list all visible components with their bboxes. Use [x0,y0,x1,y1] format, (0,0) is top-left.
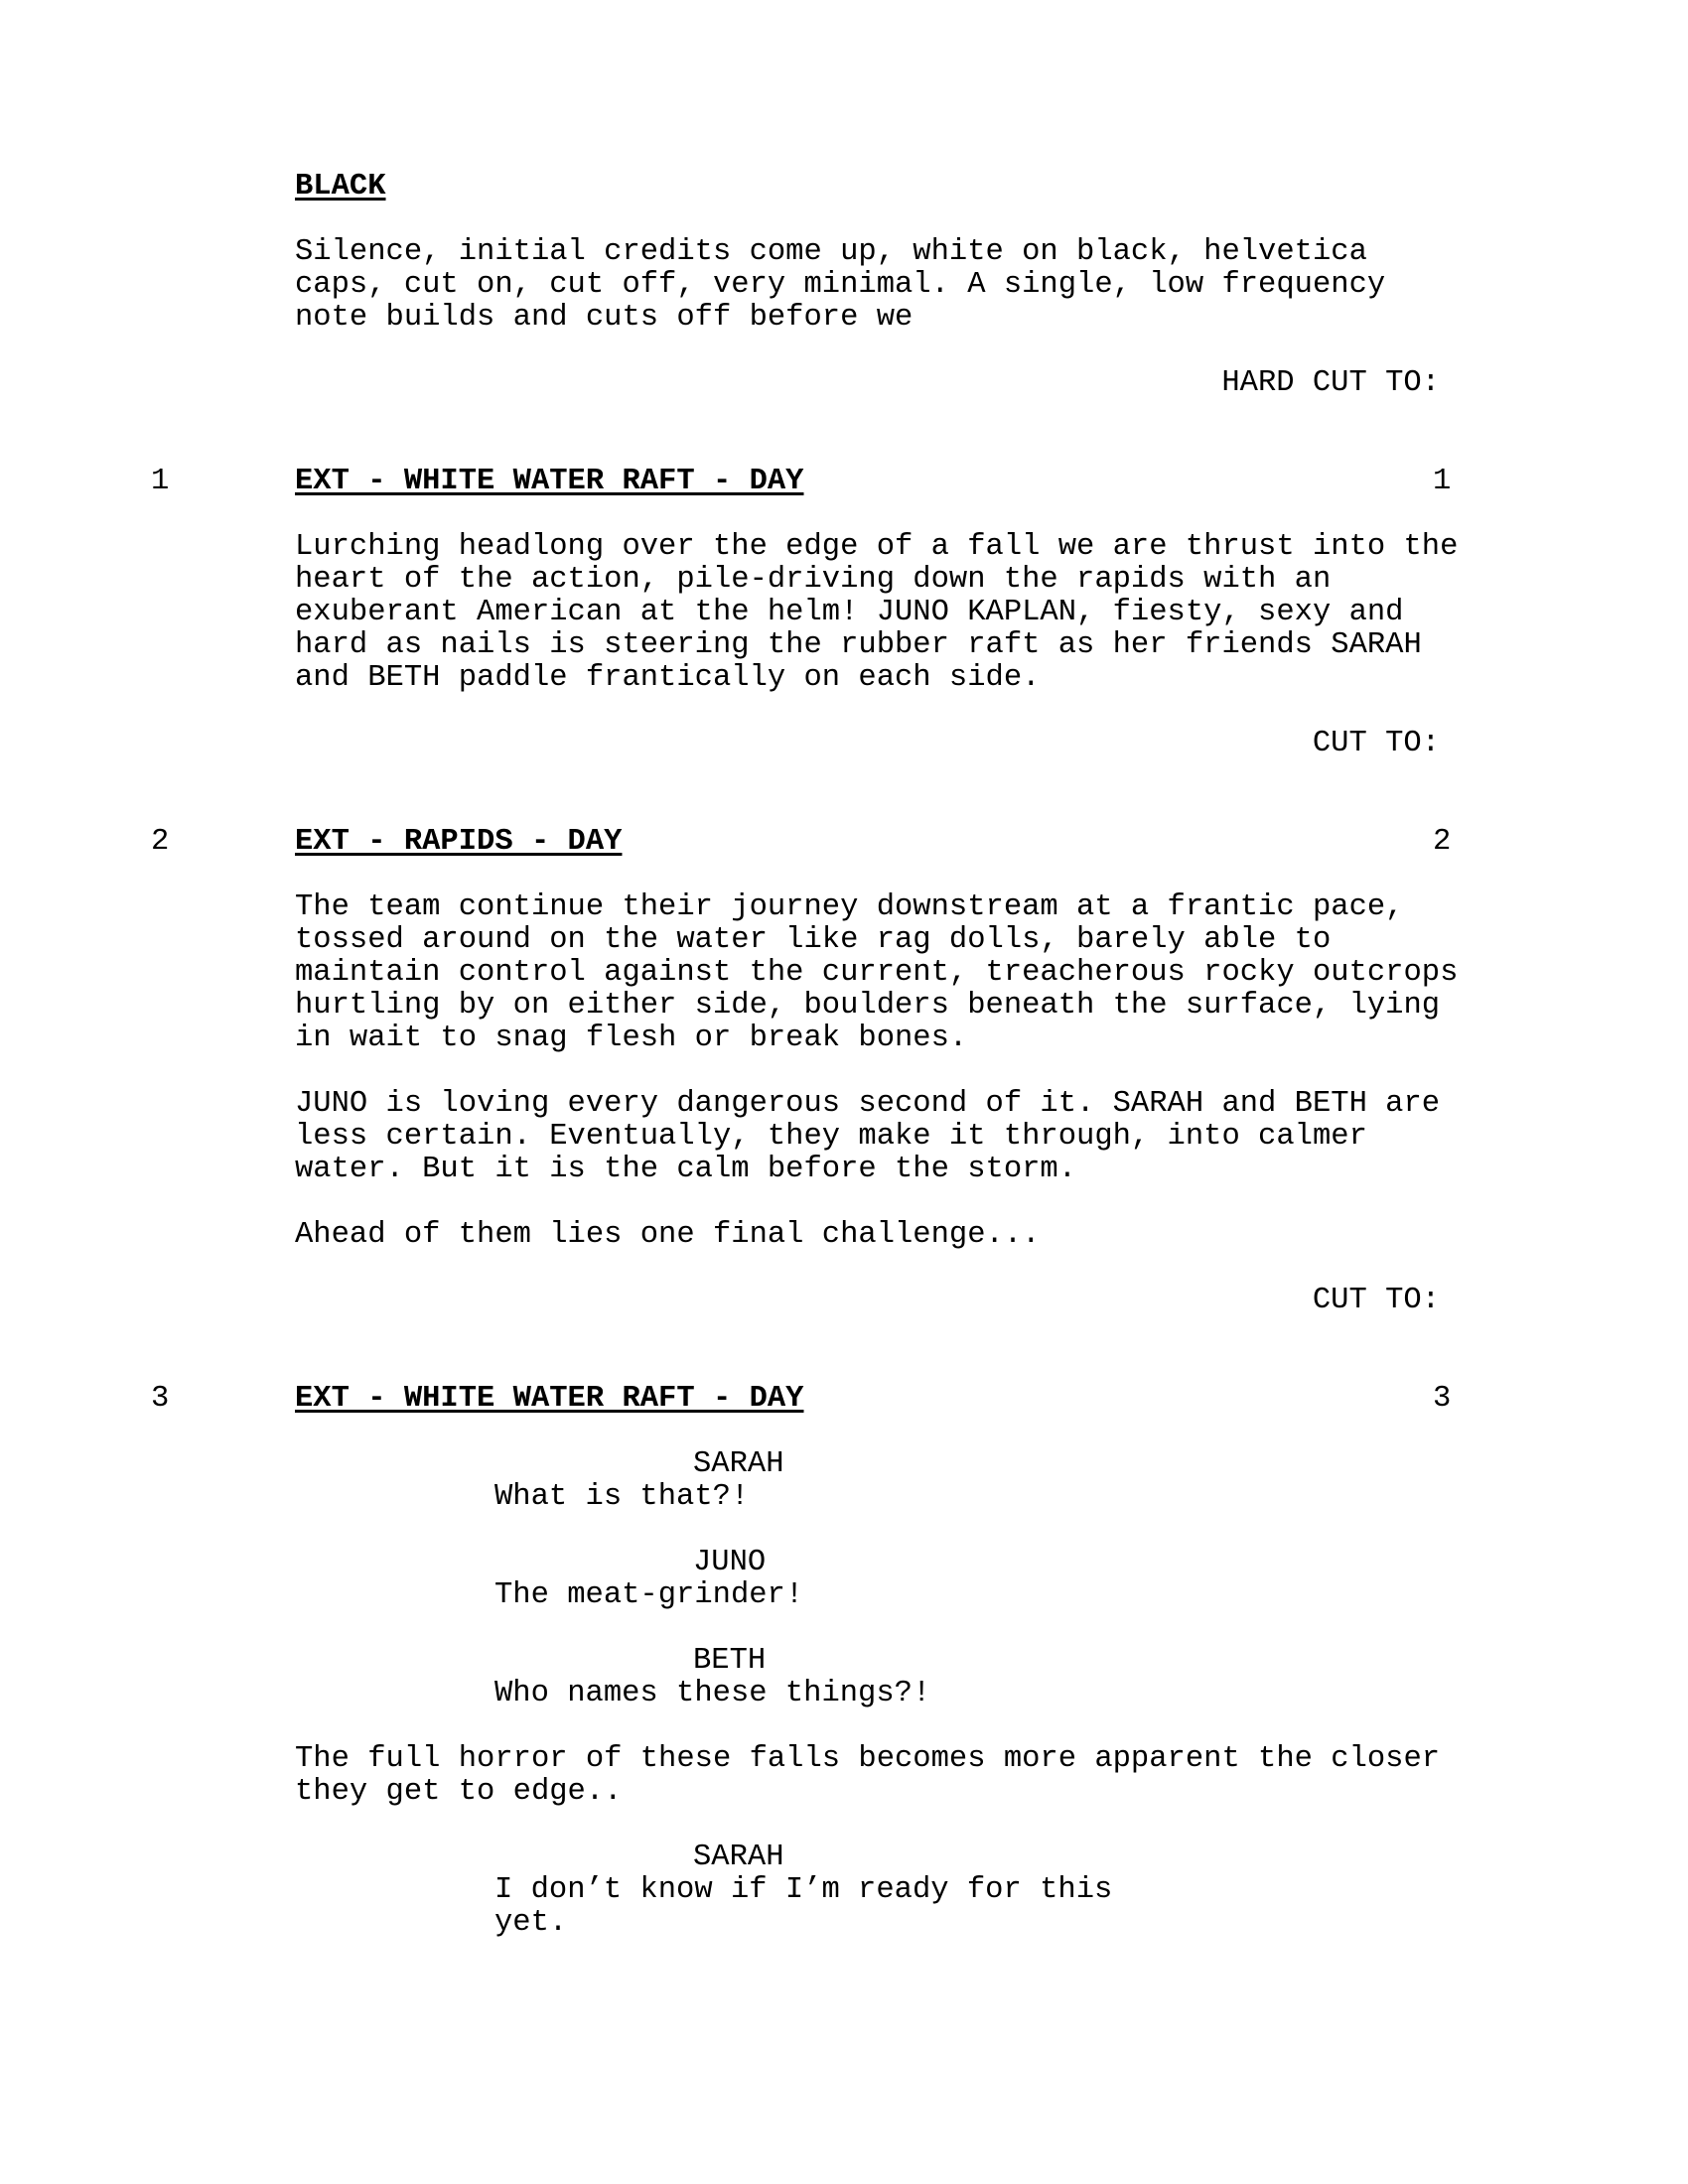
action-line: in wait to snag flesh or break bones. [295,1022,968,1055]
scene-number-right: 1 [1433,465,1452,498]
scene-number-left: 1 [151,465,170,498]
dialogue-line: Who names these things?! [494,1677,931,1710]
character-name: BETH [693,1644,767,1678]
action-line: maintain control against the current, treacherous rocky outcrops [295,956,1459,990]
action-line: note builds and cuts off before we [295,301,914,335]
scene-number-right: 2 [1433,825,1452,859]
action-line: tossed around on the water like rag dolls, barely able to [295,923,1332,957]
scene-action [295,531,1546,695]
scene-number-right: 3 [1433,1382,1452,1416]
opening-action [295,236,1546,335]
action-line: they get to edge.. [295,1775,623,1809]
scene-action [295,891,1546,1055]
scene-heading: EXT - WHITE WATER RAFT - DAY [295,1382,804,1416]
scene-transition: CUT TO: [1312,1284,1440,1317]
action-line: The team continue their journey downstream at a frantic pace, [295,890,1404,924]
scene-heading: EXT - WHITE WATER RAFT - DAY [295,465,804,498]
action-line: hard as nails is steering the rubber raft as her friends SARAH [295,628,1422,662]
dialogue-line: I don’t know if I’m ready for this [494,1873,1113,1907]
action-line: caps, cut on, cut off, very minimal. A single, low frequency [295,268,1386,302]
character-name: SARAH [693,1841,784,1874]
action-line: Silence, initial credits come up, white on black, helvetica [295,235,1367,269]
action-line: water. But it is the calm before the storm. [295,1153,1077,1186]
dialogue-line: yet. [494,1906,568,1940]
scene-transition: CUT TO: [1312,727,1440,760]
action-line: hurtling by on either side, boulders beneath the surface, lying [295,989,1441,1023]
action-line: exuberant American at the helm! JUNO KAPLAN, fiesty, sexy and [295,596,1404,629]
action-line: heart of the action, pile-driving down the rapids with an [295,563,1332,597]
scene-action [295,1743,1546,1809]
dialogue-line: What is that?! [494,1480,750,1514]
action-line: Lurching headlong over the edge of a fall we are thrust into the [295,530,1459,564]
scene-action: Ahead of them lies one final challenge... [295,1218,1041,1252]
scene-number-left: 3 [151,1382,170,1416]
character-name: JUNO [693,1546,767,1579]
dialogue-line: The meat-grinder! [494,1578,804,1612]
action-line: and BETH paddle frantically on each side. [295,661,1041,695]
action-line: The full horror of these falls becomes more apparent the closer [295,1742,1441,1776]
action-line: JUNO is loving every dangerous second of it. SARAH and BETH are [295,1087,1441,1121]
opening-heading: BLACK [295,170,386,204]
character-name: SARAH [693,1447,784,1481]
dialogue-block [494,1874,1190,1940]
opening-transition: HARD CUT TO: [1221,366,1440,400]
scene-action [295,1088,1546,1186]
scene-heading: EXT - RAPIDS - DAY [295,825,623,859]
action-line: less certain. Eventually, they make it through, into calmer [295,1120,1367,1154]
scene-number-left: 2 [151,825,170,859]
